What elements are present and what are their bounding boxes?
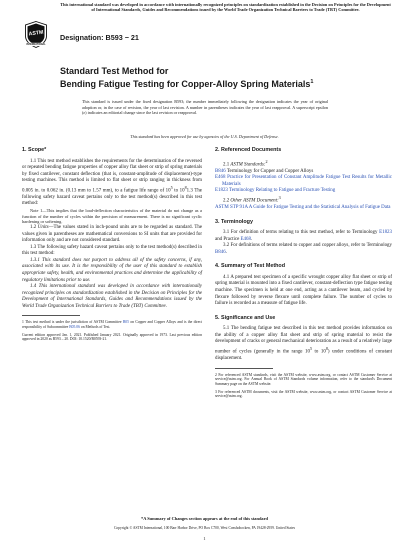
para-3-2: 3.2 For definitions of terms related to copper and copper alloys, refer to Terminology B846.: [215, 243, 392, 255]
footnote-rule-right: [215, 368, 273, 369]
right-footnotes: [215, 373, 392, 400]
para-4-1: 4.1 A prepared test specimen of a specific wrought copper alloy flat sheet or strip of spring material is mounted into a fixed cantilever, constant-deflection type fatigue testing machine. The specimen is held at one end, acting as a cantilever beam, and cycled by flexure followed by reverse flexure until complete failure. The number of cycles to failure is recorded as a measure of fatigue life.: [215, 274, 392, 307]
section-5-heading: 5. Significance and Use: [215, 314, 276, 321]
link-e1823[interactable]: E1823: [215, 188, 228, 194]
link-b846-term[interactable]: B846: [215, 249, 226, 255]
para-1-1: 1.1 This test method establishes the requirements for the determination of the reversed or repeated bending fatigue properties of copper alloy flat sheet or strip of spring materials by fixed cantilever, constant deflection (that is, constant-amplitude of displacement)-type testing machines. This method is limited to flat sheet or strip ranging in thickness from 0.005 in. to 0.062 in. (0.13 mm to 1.57 mm), to a fatigue life range of $10^5$ to $10^81.3$ The following safety hazard caveat pertains only to the test method(s) described in this test method:: [22, 158, 202, 207]
link-b05[interactable]: B05: [122, 320, 129, 325]
designation: Designation: B593 − 21: [60, 33, 139, 42]
section-3-heading: 3. Terminology: [215, 218, 253, 225]
title-line-2: Bending Fatigue Testing for Copper-Alloy Spring Materials$^1$: [60, 79, 314, 89]
standard-title: [60, 66, 360, 90]
section-4-heading: 4. Summary of Test Method: [215, 263, 285, 270]
footnote-rule: [22, 315, 80, 316]
left-footnotes: [22, 320, 202, 342]
page-number: 1: [203, 536, 206, 541]
edition-note: Current edition approved Jan. 1, 2021. Published January 2021. Originally approved in 1973. Last previous edition approved in 2020 as B593 – 20. DOI: 10.1520/B0593-21.: [22, 332, 202, 342]
footnote-1: 1 This test method is under the jurisdiction of ASTM Committee B05 on Copper and Copper Alloys and is the direct responsibility of Subcommittee B05.06 on Methods of Test.: [22, 320, 203, 329]
para-1-4: 1.4 This international standard was developed in accordance with internationally recognized principles on standardization established in the Decision on Principles for the Development of International Standards, Guides and Recommendations issued by the World Trade Organization Technical Barriers to Trade (TBT) Committee.: [22, 284, 202, 309]
link-e1823-term[interactable]: E1823: [379, 230, 392, 236]
section-1-heading: 1. Scope*: [22, 147, 47, 153]
copyright-footer: Copyright © ASTM International, 100 Barr Harbor Drive, PO Box C700, West Conshohocken, PA 19428-2959. United States: [113, 526, 296, 530]
ref-b846: B846 Terminology for Copper and Copper Alloys: [215, 168, 314, 174]
para-1-3: 1.3 The following safety hazard caveat pertains only to the test method(s) described in this test method:: [22, 244, 202, 257]
note-1: Note 1—This implies that the load-deflection characteristics of the material do not change as a function of the number of cycles within the precision of measurement. There is no significant cyclic hardening or softening.: [22, 208, 202, 225]
para-1-3-1: 1.3.1 This standard does not purport to address all of the safety concerns, if any, associated with its use. It is the responsibility of the user of this standard to establish appropriate safety, health, and environmental practices and determine the applicability of regulatory limitations prior to use.: [22, 257, 202, 283]
link-e468[interactable]: E468: [215, 175, 226, 181]
left-column: [22, 145, 202, 345]
link-b05-06[interactable]: B05.06: [69, 324, 80, 329]
ref-e468: E468 Practice for Presentation of Constant Amplitude Fatigue Test Results for Metallic Materials: [215, 175, 392, 187]
para-2-2: 2.2 Other ASTM Document:$^3$: [223, 194, 281, 204]
svg-text:ASTM: ASTM: [28, 29, 44, 38]
para-3-1: 3.1 For definition of terms relating to this test method, refer to Terminology E1823 and Practice E468.: [215, 230, 392, 242]
logo-caption: INTERNATIONAL: [26, 43, 46, 47]
para-1-2: 1.2 Units—The values stated in inch-pound units are to be regarded as standard. The values given in parentheses are mathematical conversions to SI units that are provided for information only and are not considered standard.: [22, 225, 203, 244]
footnote-2: 2 For referenced ASTM standards, visit the ASTM website, www.astm.org, or contact ASTM Customer Service at service@astm.org. For Annual Book of ASTM Standards volume information, refer to the standard's Document Summary page on the ASTM website.: [215, 372, 392, 386]
right-column: [215, 145, 392, 402]
header-notice: This international standard was developed in accordance with internationally recognized principles on standardization established in the Decision on Principles for the Development of International Standards, Guides and Recommendations issued by the World Trade Organization Technical Barriers to Trade (TBT) Committee.: [60, 2, 391, 13]
issuance-statement: This standard is issued under the fixed designation B593; the number immediately following the designation indicates the year of original adoption or, in the case of revision, the year of last revision. A number in parentheses indicates the year of last reapproval. A superscript epsilon (ε) indicates an editorial change since the last revision or reapproval.: [82, 99, 328, 116]
summary-of-changes-banner: *A Summary of Changes section appears at the end of this standard: [141, 516, 268, 521]
dod-approval: This standard has been approved for use by agencies of the U.S. Department of Defense.: [130, 134, 279, 139]
ref-stp-91a[interactable]: ASTM STP 91A A Guide for Fatigue Testing and the Statistical Analysis of Fatigue Data: [215, 205, 391, 211]
link-e468-term[interactable]: E468: [240, 236, 251, 242]
title-footnote-mark: 1: [310, 79, 314, 85]
title-line-1: Standard Test Method for: [60, 66, 169, 76]
section-2-heading: 2. Referenced Documents: [215, 147, 282, 153]
footnote-3: 3 For referenced ASTM documents, visit the ASTM website, www.astm.org, or contact ASTM Customer Service at service@astm.org.: [215, 389, 392, 399]
link-b846[interactable]: B846: [215, 168, 226, 174]
astm-logo: [25, 21, 47, 48]
ref-e1823: E1823 Terminology Relating to Fatigue and Fracture Testing: [215, 188, 336, 194]
para-5-1: 5.1 The bending fatigue test described in this test method provides information on the ability of a copper alloy flat sheet and strip of spring material to resist the development of cracks or general mechanical deterioration as a result of a relatively large number of cycles (generally in the range $10^5$ to $10^8$) under conditions of constant displacement.: [215, 326, 393, 362]
para-2-1: 2.1 ASTM Standards:$^2$: [223, 158, 268, 168]
